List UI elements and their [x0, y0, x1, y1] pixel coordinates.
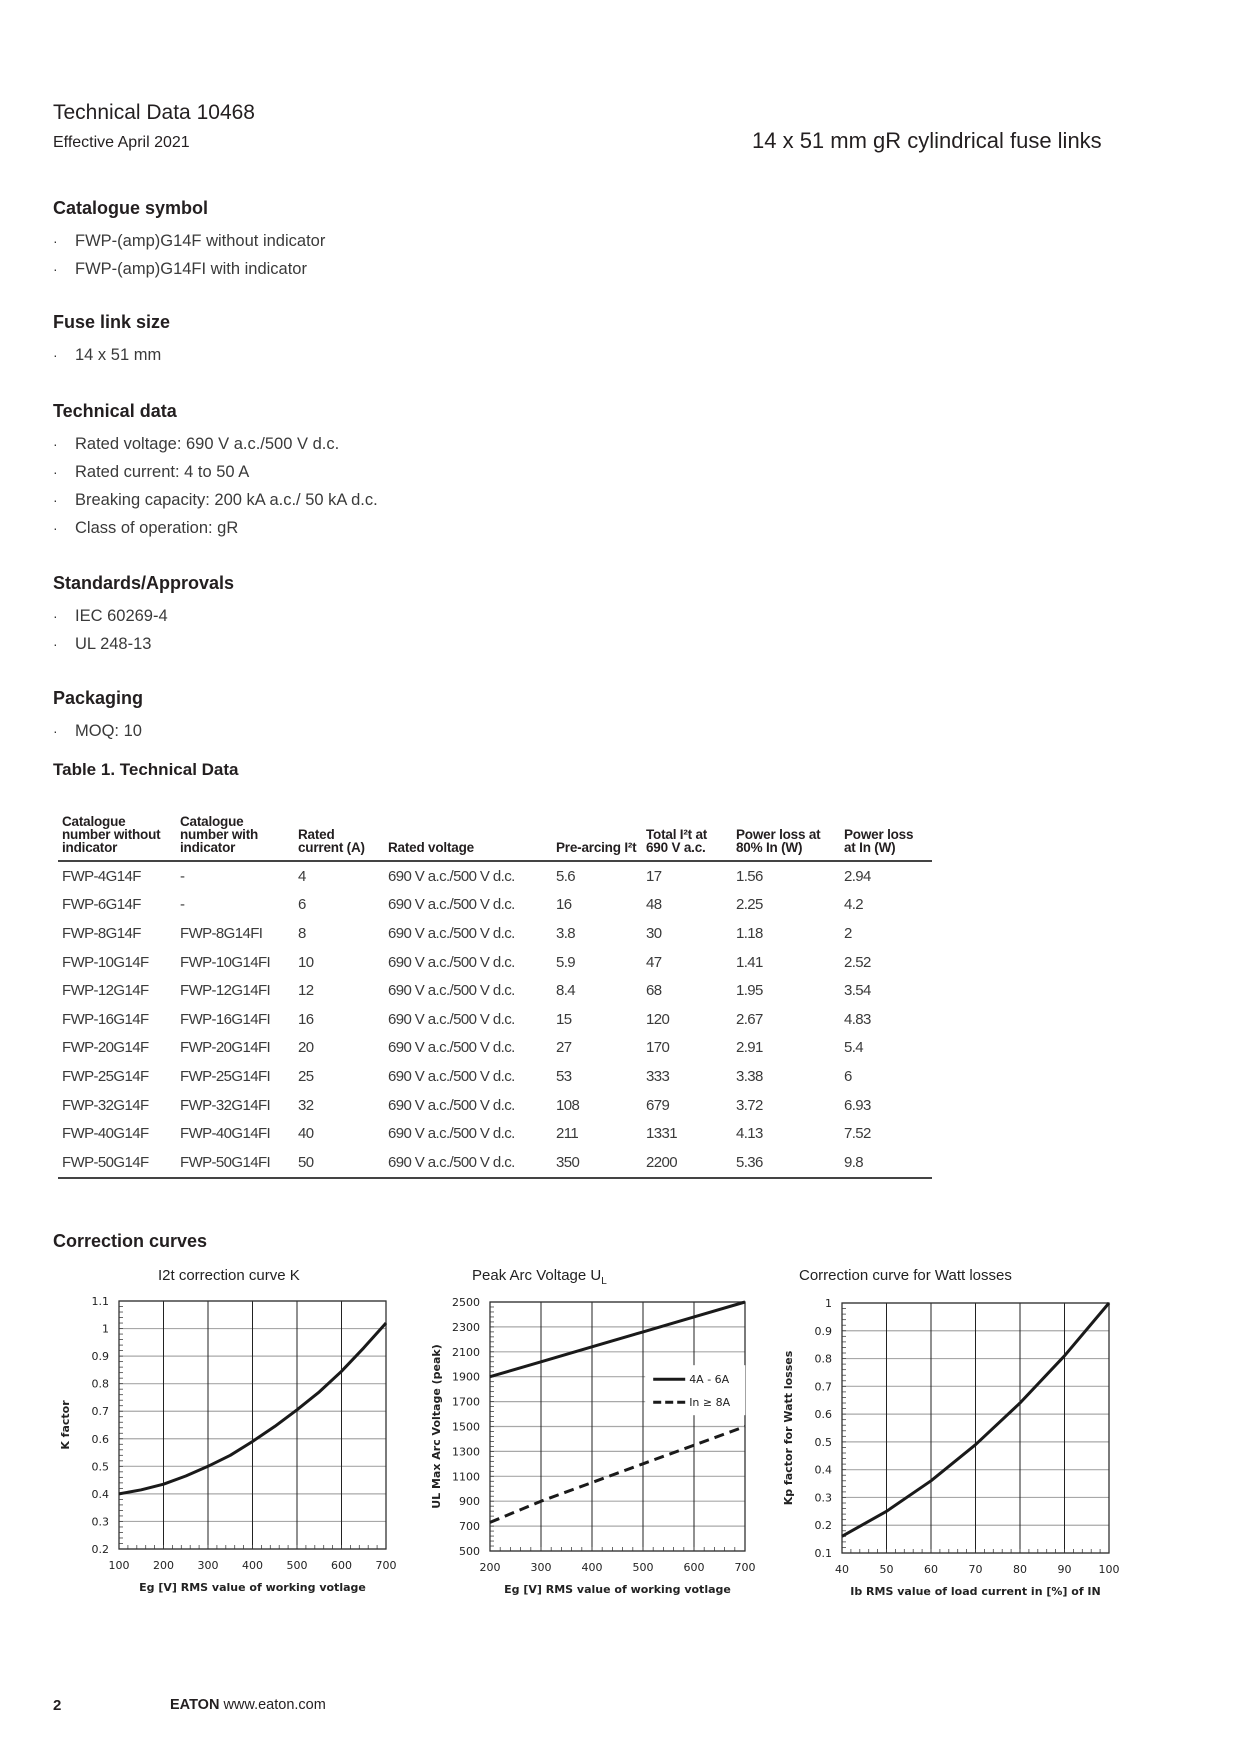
table-cell: 9.8 [840, 1148, 932, 1178]
table-cell: 5.6 [556, 867, 576, 885]
column-header: Rated voltage [384, 815, 552, 861]
svg-text:900: 900 [459, 1495, 480, 1509]
svg-text:0.5: 0.5 [91, 1460, 109, 1474]
table-cell: - [180, 896, 185, 914]
table-cell: 48 [646, 896, 662, 914]
svg-text:90: 90 [1057, 1563, 1072, 1576]
list-item-text: UL 248-13 [75, 635, 152, 653]
table-cell: 10 [298, 953, 314, 971]
table-cell: 4.2 [844, 896, 864, 914]
svg-text:0.6: 0.6 [814, 1408, 832, 1422]
website-link[interactable]: www.eaton.com [223, 1697, 326, 1713]
table-cell: FWP-8G14F [62, 924, 141, 942]
bullet-icon: · [53, 464, 58, 480]
table-cell: 20 [298, 1039, 314, 1057]
svg-text:0.1: 0.1 [814, 1547, 832, 1560]
table-cell: FWP-12G14FI [180, 982, 271, 1000]
table-cell: 2.25 [736, 896, 763, 914]
list-item-text: Rated current: 4 to 50 A [75, 463, 250, 481]
table-cell: FWP-50G14FI [176, 1148, 294, 1178]
table-cell: 3.8 [556, 924, 576, 942]
column-header: Pre-arcing I²t [552, 815, 642, 861]
svg-text:0.3: 0.3 [91, 1515, 109, 1529]
footer-brand [170, 1697, 326, 1713]
svg-text:0.4: 0.4 [91, 1487, 109, 1501]
table-cell: 3.54 [844, 982, 871, 1000]
table-cell: FWP-32G14F [62, 1096, 149, 1114]
bullet-icon: · [53, 723, 58, 739]
svg-text:0.3: 0.3 [814, 1491, 832, 1505]
table-caption: Table 1. Technical Data [53, 760, 239, 779]
table-cell: 4.83 [844, 1010, 871, 1028]
svg-text:0.7: 0.7 [91, 1405, 109, 1419]
table-cell: 120 [646, 1010, 670, 1028]
svg-text:2100: 2100 [452, 1345, 480, 1359]
table-cell: 6 [298, 896, 306, 914]
table-cell: 53 [556, 1067, 572, 1085]
svg-text:0.8: 0.8 [91, 1377, 109, 1391]
svg-text:200: 200 [479, 1561, 501, 1574]
chart-title-watt-losses: Correction curve for Watt losses [799, 1267, 1012, 1284]
svg-text:600: 600 [683, 1561, 705, 1574]
svg-text:0.2: 0.2 [814, 1519, 832, 1533]
svg-text:2300: 2300 [452, 1320, 480, 1334]
document-number: 10468 [196, 101, 255, 124]
title-prefix: Technical Data [53, 101, 191, 124]
table-cell: 6 [844, 1067, 852, 1085]
table-cell: 333 [646, 1067, 670, 1085]
table-cell: 4 [298, 867, 306, 885]
page-number: 2 [53, 1697, 62, 1714]
bullet-icon: · [53, 347, 58, 363]
table-cell: 2 [844, 924, 852, 942]
chart-k-factor [59, 1295, 397, 1594]
table-cell: FWP-10G14FI [180, 953, 271, 971]
svg-text:0.9: 0.9 [814, 1324, 832, 1338]
svg-text:UL Max Arc Voltage (peak): UL Max Arc Voltage (peak) [430, 1344, 443, 1509]
table-cell: 1.18 [736, 924, 763, 942]
svg-text:0.4: 0.4 [814, 1463, 832, 1477]
table-cell: 350 [552, 1148, 642, 1178]
table-cell: 1331 [646, 1125, 677, 1143]
table-cell: 3.72 [736, 1096, 763, 1114]
svg-text:300: 300 [197, 1559, 219, 1572]
table-cell: 690 V a.c./500 V d.c. [388, 1096, 515, 1114]
svg-text:40: 40 [835, 1563, 849, 1576]
table-cell: 3.38 [736, 1067, 763, 1085]
svg-text:700: 700 [375, 1559, 397, 1572]
svg-text:400: 400 [242, 1559, 263, 1572]
table-cell: FWP-8G14FI [180, 924, 263, 942]
column-header: Rated current (A) [294, 815, 384, 861]
svg-text:Eg [V] RMS value of working vo: Eg [V] RMS value of working votlage [504, 1583, 731, 1596]
section-heading: Fuse link size [53, 312, 171, 332]
svg-text:100: 100 [108, 1559, 130, 1572]
section-heading-correction-curves: Correction curves [53, 1231, 208, 1251]
svg-text:300: 300 [530, 1561, 552, 1574]
table-cell: FWP-10G14F [62, 953, 149, 971]
svg-text:70: 70 [968, 1563, 983, 1576]
table-cell: 690 V a.c./500 V d.c. [388, 982, 515, 1000]
table-cell: FWP-32G14FI [180, 1096, 271, 1114]
svg-text:500: 500 [632, 1561, 654, 1574]
table-cell: 690 V a.c./500 V d.c. [384, 1148, 552, 1178]
column-header: Power loss at In (W) [840, 815, 932, 861]
list-item-text: Class of operation: gR [75, 519, 239, 537]
svg-text:In ≥ 8A: In ≥ 8A [689, 1396, 731, 1410]
table-cell: 1.41 [736, 953, 763, 971]
list-item-text: IEC 60269-4 [75, 607, 168, 625]
list-item-text: 14 x 51 mm [75, 346, 162, 364]
table-cell: 17 [646, 867, 662, 885]
chart-title-k: I2t correction curve K [158, 1267, 300, 1284]
table-cell: 690 V a.c./500 V d.c. [388, 1067, 515, 1085]
table-cell: 32 [298, 1096, 314, 1114]
svg-text:1: 1 [825, 1297, 832, 1310]
section-heading: Catalogue symbol [53, 198, 209, 218]
table-cell: FWP-16G14FI [180, 1010, 271, 1028]
svg-text:1100: 1100 [452, 1470, 480, 1484]
table-cell: 68 [646, 982, 662, 1000]
table-cell: FWP-40G14F [62, 1125, 149, 1143]
svg-text:0.5: 0.5 [814, 1435, 832, 1449]
table-cell: FWP-25G14FI [180, 1067, 271, 1085]
table-cell: 1.95 [736, 982, 763, 1000]
table-cell: FWP-12G14F [62, 982, 149, 1000]
table-cell: 690 V a.c./500 V d.c. [388, 1039, 515, 1057]
table-cell: 2.91 [736, 1039, 763, 1057]
table-cell: 16 [556, 896, 572, 914]
svg-text:1.1: 1.1 [91, 1295, 109, 1308]
brand-name: EATON [170, 1697, 220, 1713]
svg-text:0.8: 0.8 [814, 1352, 832, 1366]
column-header: Catalogue number without indicator [58, 815, 176, 861]
bullet-icon: · [53, 636, 58, 652]
svg-text:Eg [V] RMS value of working vo: Eg [V] RMS value of working votlage [139, 1581, 366, 1594]
svg-text:400: 400 [581, 1561, 603, 1574]
table-cell: FWP-20G14FI [180, 1039, 271, 1057]
series-line [490, 1427, 745, 1523]
table-cell: 12 [298, 982, 314, 1000]
list-item-text: FWP-(amp)G14FI with indicator [75, 260, 307, 278]
table-cell: 15 [556, 1010, 572, 1028]
table-cell: 108 [556, 1096, 580, 1114]
column-header: Power loss at 80% In (W) [732, 815, 840, 861]
svg-text:0.9: 0.9 [91, 1350, 109, 1364]
column-header: Catalogue number with indicator [176, 815, 294, 861]
chart-title-subscript: L [601, 1276, 607, 1287]
svg-text:50: 50 [879, 1563, 894, 1576]
svg-text:1300: 1300 [452, 1445, 480, 1459]
table-cell: 40 [298, 1125, 314, 1143]
table-cell: 27 [556, 1039, 572, 1057]
table-cell: 1.56 [736, 867, 763, 885]
table-cell: 690 V a.c./500 V d.c. [388, 896, 515, 914]
list-item-text: MOQ: 10 [75, 722, 142, 740]
list-item-text: Breaking capacity: 200 kA a.c./ 50 kA d.c. [75, 491, 378, 509]
svg-text:0.2: 0.2 [91, 1543, 109, 1556]
table-cell: 690 V a.c./500 V d.c. [388, 924, 515, 942]
table-cell: 5.36 [732, 1148, 840, 1178]
table-cell: 2200 [642, 1148, 732, 1178]
table-cell: 30 [646, 924, 662, 942]
table-cell: 16 [298, 1010, 314, 1028]
table-cell: - [180, 867, 185, 885]
bullet-icon: · [53, 520, 58, 536]
table-cell: 170 [646, 1039, 670, 1057]
svg-text:200: 200 [153, 1559, 174, 1572]
table-cell: 7.52 [844, 1125, 871, 1143]
bullet-icon: · [53, 608, 58, 624]
svg-text:Kp factor for Watt losses: Kp factor for Watt losses [782, 1350, 795, 1506]
table-cell: 2.67 [736, 1010, 763, 1028]
table-cell: FWP-20G14F [62, 1039, 149, 1057]
section-heading: Standards/Approvals [53, 573, 235, 593]
svg-text:1500: 1500 [452, 1420, 480, 1434]
product-title: 14 x 51 mm gR cylindrical fuse links [752, 128, 1102, 153]
section-heading: Packaging [53, 688, 144, 708]
chart-peak-arc-voltage [430, 1296, 756, 1596]
effective-date: Effective April 2021 [53, 134, 190, 151]
table-cell: 4.13 [736, 1125, 763, 1143]
bullet-icon: · [53, 233, 58, 249]
svg-text:1700: 1700 [452, 1395, 480, 1409]
svg-text:80: 80 [1013, 1563, 1027, 1576]
list-item-text: FWP-(amp)G14F without indicator [75, 232, 326, 250]
svg-text:4A - 6A: 4A - 6A [689, 1373, 730, 1387]
table-cell: 690 V a.c./500 V d.c. [388, 953, 515, 971]
table-cell: 8 [298, 924, 306, 942]
bullet-icon: · [53, 261, 58, 277]
svg-text:2500: 2500 [452, 1296, 480, 1309]
bullet-icon: · [53, 492, 58, 508]
table-cell: 679 [646, 1096, 670, 1114]
table-cell: 690 V a.c./500 V d.c. [388, 867, 515, 885]
table-cell: 5.4 [844, 1039, 864, 1057]
svg-text:1900: 1900 [452, 1370, 480, 1384]
table-cell: 5.9 [556, 953, 576, 971]
svg-text:700: 700 [734, 1561, 756, 1574]
table-cell: 47 [646, 953, 662, 971]
table-cell: 690 V a.c./500 V d.c. [388, 1010, 515, 1028]
table-cell: 690 V a.c./500 V d.c. [388, 1125, 515, 1143]
table-cell: FWP-16G14F [62, 1010, 149, 1028]
table-cell: FWP-25G14F [62, 1067, 149, 1085]
svg-text:1: 1 [102, 1322, 109, 1336]
table-cell: FWP-4G14F [62, 867, 141, 885]
table-cell: 8.4 [556, 982, 576, 1000]
table-cell: FWP-40G14FI [180, 1125, 271, 1143]
section-heading: Technical data [53, 401, 177, 421]
table-cell: 2.94 [844, 867, 871, 885]
column-header: Total I²t at 690 V a.c. [642, 815, 732, 861]
svg-text:700: 700 [459, 1520, 480, 1534]
svg-text:0.6: 0.6 [91, 1432, 109, 1446]
svg-text:500: 500 [459, 1545, 480, 1558]
table-cell: 211 [556, 1125, 579, 1143]
svg-text:600: 600 [331, 1559, 352, 1572]
table-cell: FWP-6G14F [62, 896, 141, 914]
svg-text:60: 60 [924, 1563, 938, 1576]
bullet-icon: · [53, 436, 58, 452]
svg-text:0.7: 0.7 [814, 1380, 832, 1394]
svg-text:500: 500 [286, 1559, 308, 1572]
chart-watt-losses [782, 1297, 1120, 1598]
list-item-text: Rated voltage: 690 V a.c./500 V d.c. [75, 435, 340, 453]
table-cell: FWP-50G14F [58, 1148, 176, 1178]
svg-text:100: 100 [1098, 1563, 1120, 1576]
table-cell: 2.52 [844, 953, 871, 971]
svg-text:Ib RMS value of load current i: Ib RMS value of load current in [%] of IN [850, 1585, 1101, 1598]
chart-title-text: Peak Arc Voltage U [472, 1267, 602, 1284]
svg-text:K factor: K factor [59, 1400, 72, 1450]
table-cell: 6.93 [844, 1096, 871, 1114]
table-cell: 50 [294, 1148, 384, 1178]
table-cell: 25 [298, 1067, 314, 1085]
